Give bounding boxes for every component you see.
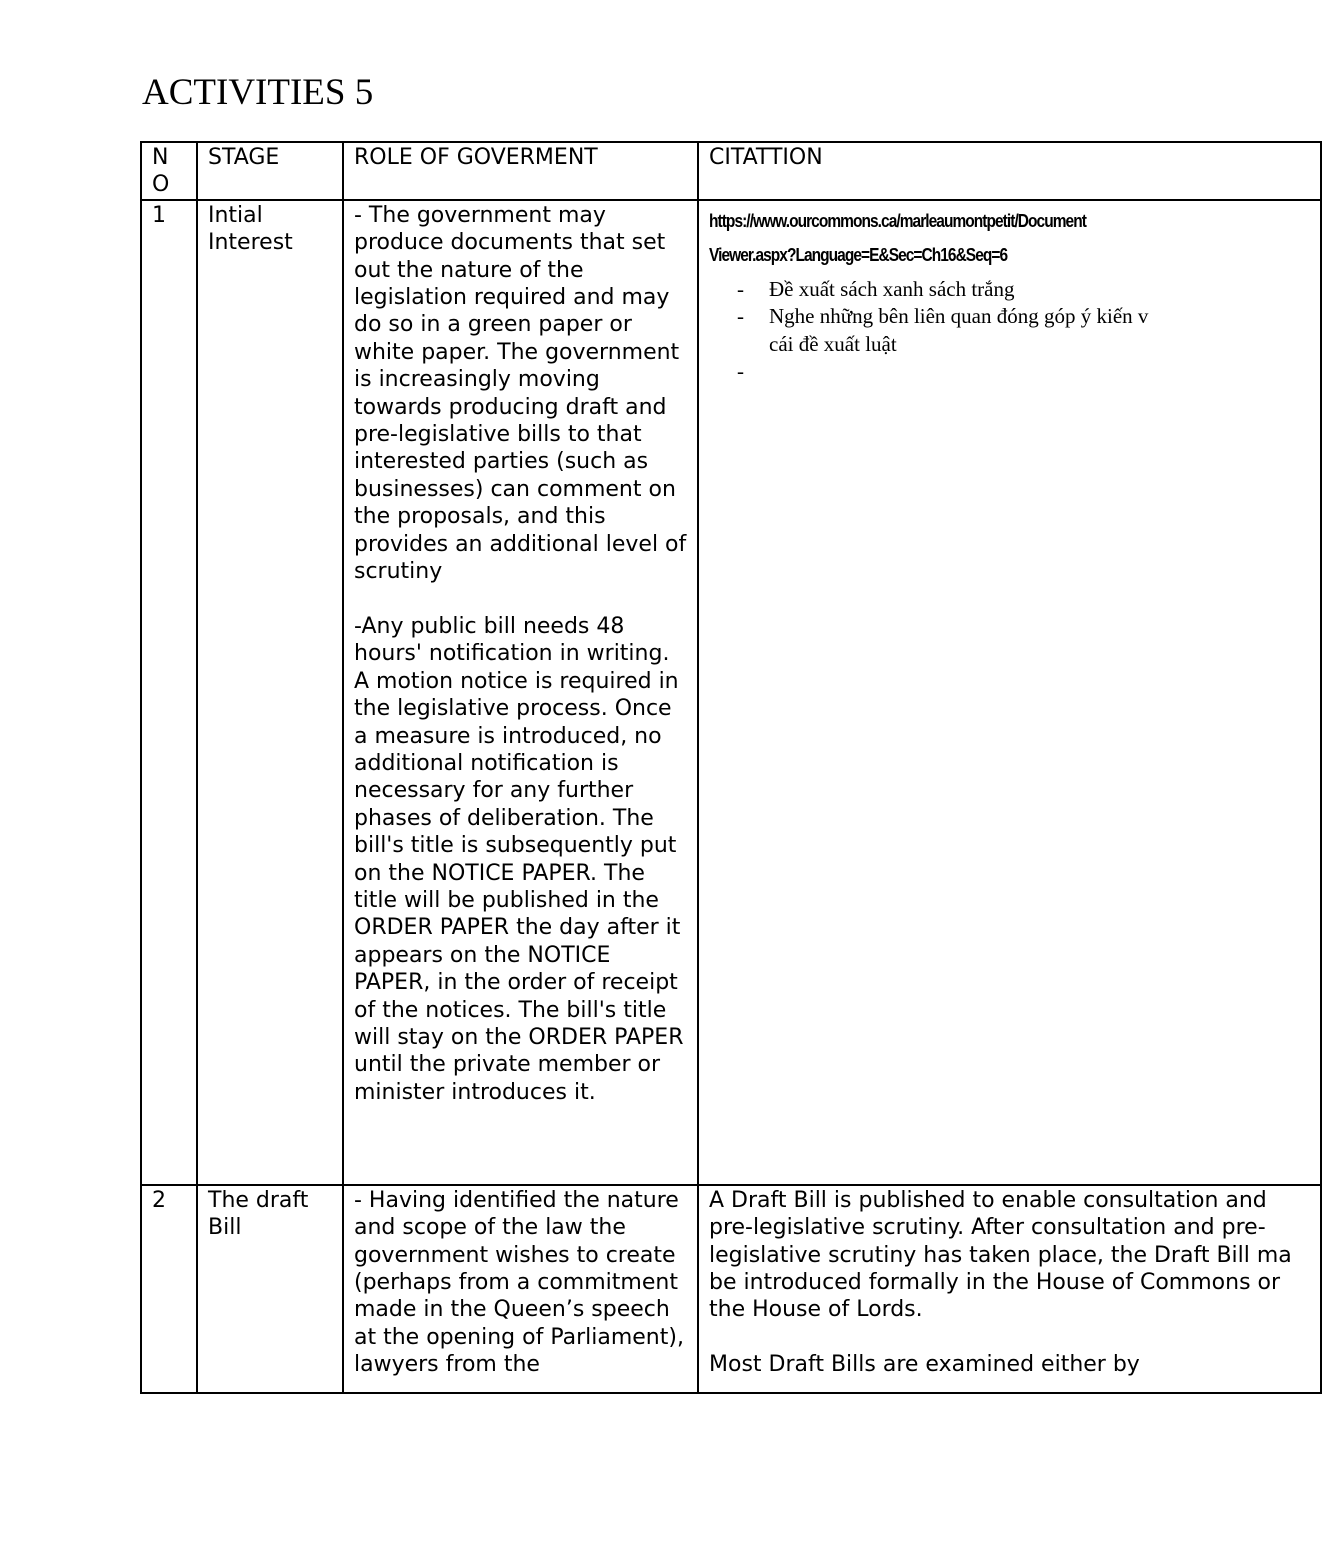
citation-url-line: https://www.ourcommons.ca/marleaumontpetit/Document [709, 210, 1086, 231]
citation-paragraph: Most Draft Bills are examined either by [709, 1352, 1140, 1378]
role-paragraph: - The government may produce documents that set out the nature of the legislation required and may do so in a green paper or white paper. The government is increasingly moving towards producing draft and pre-legislative bills to that interested parties (such as businesses) can comment on the proposals, and this provides an additional level of scrutiny [354, 202, 687, 585]
header-no: NO [141, 142, 197, 200]
stage-cell: Intial Interest [197, 200, 343, 1185]
table-row [141, 1185, 1321, 1393]
table-row [141, 200, 1321, 1185]
role-paragraph: - Having identified the nature and scope of the law the government wishes to create (perhaps from a commitment made in the Queen’s speech at the opening of Parliament), lawyers from the [354, 1187, 684, 1378]
citation-url-line: Viewer.aspx?Language=E&Sec=Ch16&Seq=6 [709, 244, 1008, 265]
role-cell [343, 200, 698, 1185]
stage-cell: The draft Bill [197, 1185, 343, 1393]
row-number: 1 [141, 200, 197, 1185]
row-number: 2 [141, 1185, 197, 1393]
role-paragraph: -Any public bill needs 48 hours' notification in writing. A motion notice is required in the legislative process. Once a measure is introduced, no additional notification is necessary for any further phases of deliberation. The bill's title is subsequently put on the NOTICE PAPER. The title will be published in the ORDER PAPER the day after it appears on the NOTICE PAPER, in the order of receipt of the notices. The bill's title will stay on the ORDER PAPER until the private member or minister introduces it. [354, 613, 684, 1105]
citation-cell [698, 200, 1321, 1185]
document-title: ACTIVITIES 5 [142, 72, 374, 113]
list-item: - Nghe những bên liên quan đóng góp ý kiến v cái đề xuất luật [769, 303, 1310, 358]
role-cell [343, 1185, 698, 1393]
citation-notes-list: - Đề xuất sách xanh sách trắng - Nghe những bên liên quan đóng góp ý kiến v cái đề xuất luật - [709, 276, 1310, 359]
activities-table [140, 141, 1322, 1394]
citation-cell [698, 1185, 1321, 1393]
list-item-continuation: cái đề xuất luật [769, 331, 897, 356]
header-citation: CITATTION [698, 142, 1321, 200]
table-viewport [140, 141, 1292, 1406]
list-item: - Đề xuất sách xanh sách trắng [737, 276, 1015, 301]
header-stage: STAGE [197, 142, 343, 200]
table-header-row [141, 142, 1321, 200]
citation-paragraph: A Draft Bill is published to enable consultation and pre-legislative scrutiny. After consultation and pre-legislative scrutiny has taken place, the Draft Bill ma be introduced formally in the House of Commons or the House of Lords. [709, 1187, 1292, 1323]
header-role: ROLE OF GOVERMENT [343, 142, 698, 200]
